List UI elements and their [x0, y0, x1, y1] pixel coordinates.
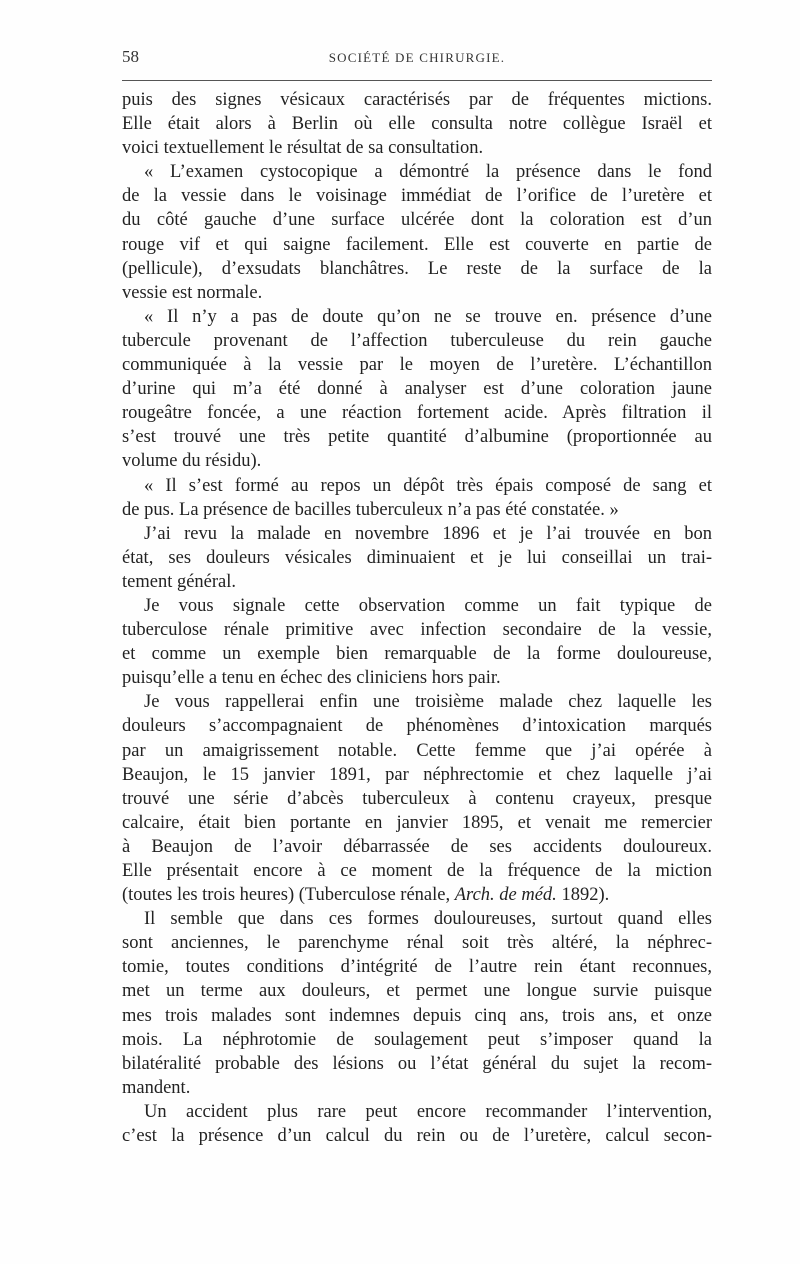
text-line: d’urine qui m’a été donné à analyser est d’une coloration jaune: [122, 379, 712, 400]
text-line: par un amaigrissement notable. Cette femme que j’ai opérée à: [122, 740, 712, 761]
text-line: tomie, toutes conditions d’intégrité de l’autre rein étant reconnues,: [122, 957, 712, 978]
text-line: douleurs s’accompagnaient de phénomènes d’intoxication marqués: [122, 716, 712, 737]
text-line: tubercule provenant de l’affection tuberculeuse du rein gauche: [122, 330, 712, 351]
text-line: (pellicule), d’exsudats blanchâtres. Le reste de la surface de la: [122, 258, 712, 279]
text-line: rougeâtre foncée, a une réaction fortement acide. Après filtration il: [122, 403, 712, 424]
text-line: trouvé une série d’abcès tuberculeux à contenu crayeux, presque: [122, 788, 712, 809]
text-line: Elle était alors à Berlin où elle consulta notre collègue Israël et: [122, 114, 712, 135]
text-line: état, ses douleurs vésicales diminuaient et je lui conseillai un trai-: [122, 547, 712, 568]
text-line: mois. La néphrotomie de soulagement peut s’imposer quand la: [122, 1029, 712, 1050]
text-line: communiquée à la vessie par le moyen de l’uretère. L’échantillon: [122, 355, 712, 376]
text-line: « Il s’est formé au repos un dépôt très épais composé de sang et: [144, 475, 712, 496]
text-segment: 1892).: [556, 885, 610, 906]
text-line: de pus. La présence de bacilles tuberculeux n’a pas été constatée. »: [122, 499, 619, 520]
page-number: 58: [122, 47, 139, 66]
text-line: et comme un exemple bien remarquable de la forme douloureuse,: [122, 644, 712, 665]
text-line: volume du résidu).: [122, 451, 262, 472]
text-line: mes trois malades sont indemnes depuis cinq ans, trois ans, et onze: [122, 1005, 712, 1026]
text-line: « Il n’y a pas de doute qu’on ne se trouve en. présence d’une: [144, 306, 712, 327]
text-line: du côté gauche d’une surface ulcérée dont la coloration est d’un: [122, 210, 712, 231]
text-line: J’ai revu la malade en novembre 1896 et je l’ai trouvée en bon: [144, 523, 712, 544]
header-rule: [122, 80, 712, 81]
text-line: puisqu’elle a tenu en échec des cliniciens hors pair.: [122, 668, 501, 689]
text-line: à Beaujon de l’avoir débarrassée de ses accidents douloureux.: [122, 836, 712, 857]
text-line: vessie est normale.: [122, 282, 263, 303]
text-line: tuberculose rénale primitive avec infection secondaire de la vessie,: [122, 620, 712, 641]
text-line: puis des signes vésicaux caractérisés par de fréquentes mictions.: [122, 90, 712, 110]
text-line: de la vessie dans le voisinage immédiat de l’orifice de l’uretère et: [122, 186, 712, 207]
text-line: mandent.: [122, 1077, 191, 1098]
text-line: rouge vif et qui saigne facilement. Elle est couverte en partie de: [122, 234, 712, 255]
text-line: tement général.: [122, 571, 237, 592]
running-title: SOCIÉTÉ DE CHIRURGIE.: [328, 50, 506, 65]
body-text: [122, 88, 712, 1148]
page-header: [122, 44, 712, 74]
text-line: met un terme aux douleurs, et permet une longue survie puisque: [122, 981, 712, 1002]
text-segment: (toutes les trois heures) (Tuberculose rénale,: [122, 885, 455, 906]
text-line: c’est la présence d’un calcul du rein ou de l’uretère, calcul secon-: [122, 1126, 712, 1147]
text-line: Un accident plus rare peut encore recommander l’intervention,: [144, 1101, 712, 1122]
text-line: calcaire, était bien portante en janvier 1895, et venait me remercier: [122, 812, 712, 833]
text-line: [122, 883, 712, 907]
text-line: Il semble que dans ces formes douloureuses, surtout quand elles: [144, 909, 712, 930]
text-line: Beaujon, le 15 janvier 1891, par néphrectomie et chez laquelle j’ai: [122, 764, 712, 785]
text-line: Je vous signale cette observation comme un fait typique de: [144, 595, 712, 616]
text-line: Elle présentait encore à ce moment de la fréquence de la miction: [122, 861, 712, 881]
text-line: bilatéralité probable des lésions ou l’état général du sujet la recom-: [122, 1053, 712, 1074]
text-line: Je vous rappellerai enfin une troisième malade chez laquelle les: [144, 692, 712, 713]
journal-citation: Arch. de méd.: [454, 885, 557, 906]
text-line: voici textuellement le résultat de sa consultation.: [122, 138, 484, 159]
text-line: sont anciennes, le parenchyme rénal soit très altéré, la néphrec-: [122, 933, 712, 954]
text-line: « L’examen cystocopique a démontré la présence dans le fond: [144, 162, 712, 183]
text-line: s’est trouvé une très petite quantité d’albumine (proportionnée au: [122, 427, 712, 448]
